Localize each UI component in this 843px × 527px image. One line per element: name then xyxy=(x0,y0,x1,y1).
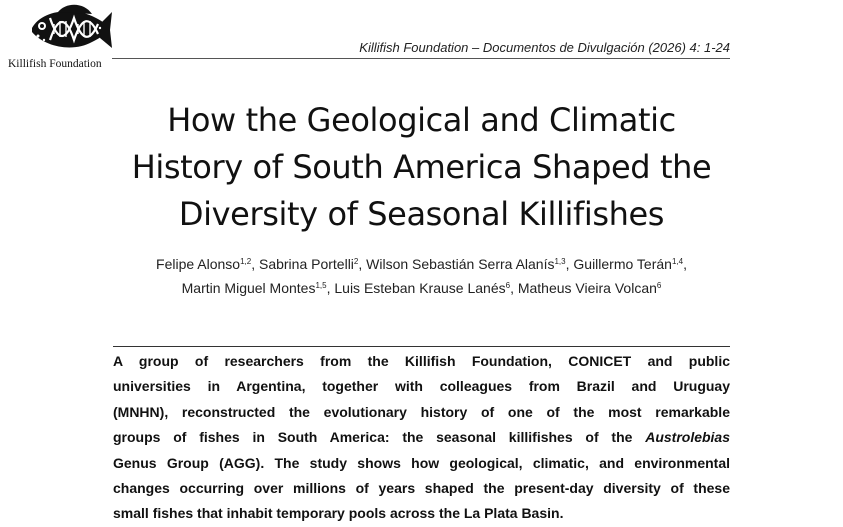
abstract-line xyxy=(113,425,730,450)
author-affiliation: 1,4 xyxy=(671,257,684,266)
author xyxy=(156,256,251,272)
killifish-dna-logo-icon xyxy=(30,2,112,58)
author xyxy=(573,256,683,272)
genus-name: Austrolebias xyxy=(645,429,731,446)
author-affiliation: 1,3 xyxy=(554,257,566,266)
article-title xyxy=(60,97,783,238)
abstract-line: A group of researchers from the Killifish Foundation, CONICET and public xyxy=(113,353,730,369)
author-affiliation: 6 xyxy=(505,281,511,290)
author xyxy=(259,256,358,272)
abstract-line: changes occurring over millions of years shaped the present-day diversity of these xyxy=(113,479,730,496)
author-name: Sabrina Portelli xyxy=(258,256,354,272)
author-name: Wilson Sebastián Serra Alanís xyxy=(366,256,555,272)
abstract-line: small fishes that inhabit temporary pools across the La Plata Basin. xyxy=(113,505,564,522)
author-affiliation: 6 xyxy=(656,281,662,290)
author-affiliation: 1,5 xyxy=(315,281,327,290)
title-line: History of South America Shaped the xyxy=(131,148,712,186)
killifish-foundation-logo xyxy=(8,2,112,72)
journal-citation: Killifish Foundation – Documentos de Divulgación (2026) 4: 1-24 xyxy=(359,40,730,55)
author-affiliation: 1,2 xyxy=(240,257,252,266)
abstract-line: universities in Argentina, together with colleagues from Brazil and Uruguay xyxy=(113,378,730,395)
title-line: How the Geological and Climatic xyxy=(167,101,676,139)
author-affiliation: 2 xyxy=(353,257,359,266)
logo-text: Killifish Foundation xyxy=(8,58,102,70)
author-name: Matheus Vieira Volcan xyxy=(517,280,657,296)
header-divider xyxy=(112,58,730,59)
author xyxy=(518,280,662,296)
author-name: Luis Esteban Krause Lanés xyxy=(334,280,506,296)
author xyxy=(334,280,510,296)
abstract-line: (MNHN), reconstructed the evolutionary history of one of the most remarkable xyxy=(113,403,730,420)
author-name: Guillermo Terán xyxy=(573,256,672,272)
abstract-line: Genus Group (AGG). The study shows how geological, climatic, and environmental xyxy=(113,454,730,471)
author-list: Felipe Alonso$^{1,2}$, Sabrina Portelli$^2$, Wilson Sebastián Serra Alanís$^{1,3}$, Guillermo Terán$^{1,4}$, Martin Miguel Montes$^{1,5}$, Luis Esteban Krause Lanés$^6$, Matheus Vieira Volcan$^6$ xyxy=(156,256,687,296)
author xyxy=(366,256,565,272)
author xyxy=(182,280,327,296)
author-name: Martin Miguel Montes xyxy=(181,280,316,296)
abstract-text: groups of fishes in South America: the seasonal killifishes of the xyxy=(113,429,633,446)
author-name: Felipe Alonso xyxy=(156,256,241,272)
abstract xyxy=(113,346,730,527)
title-line: Diversity of Seasonal Killifishes xyxy=(178,195,665,233)
